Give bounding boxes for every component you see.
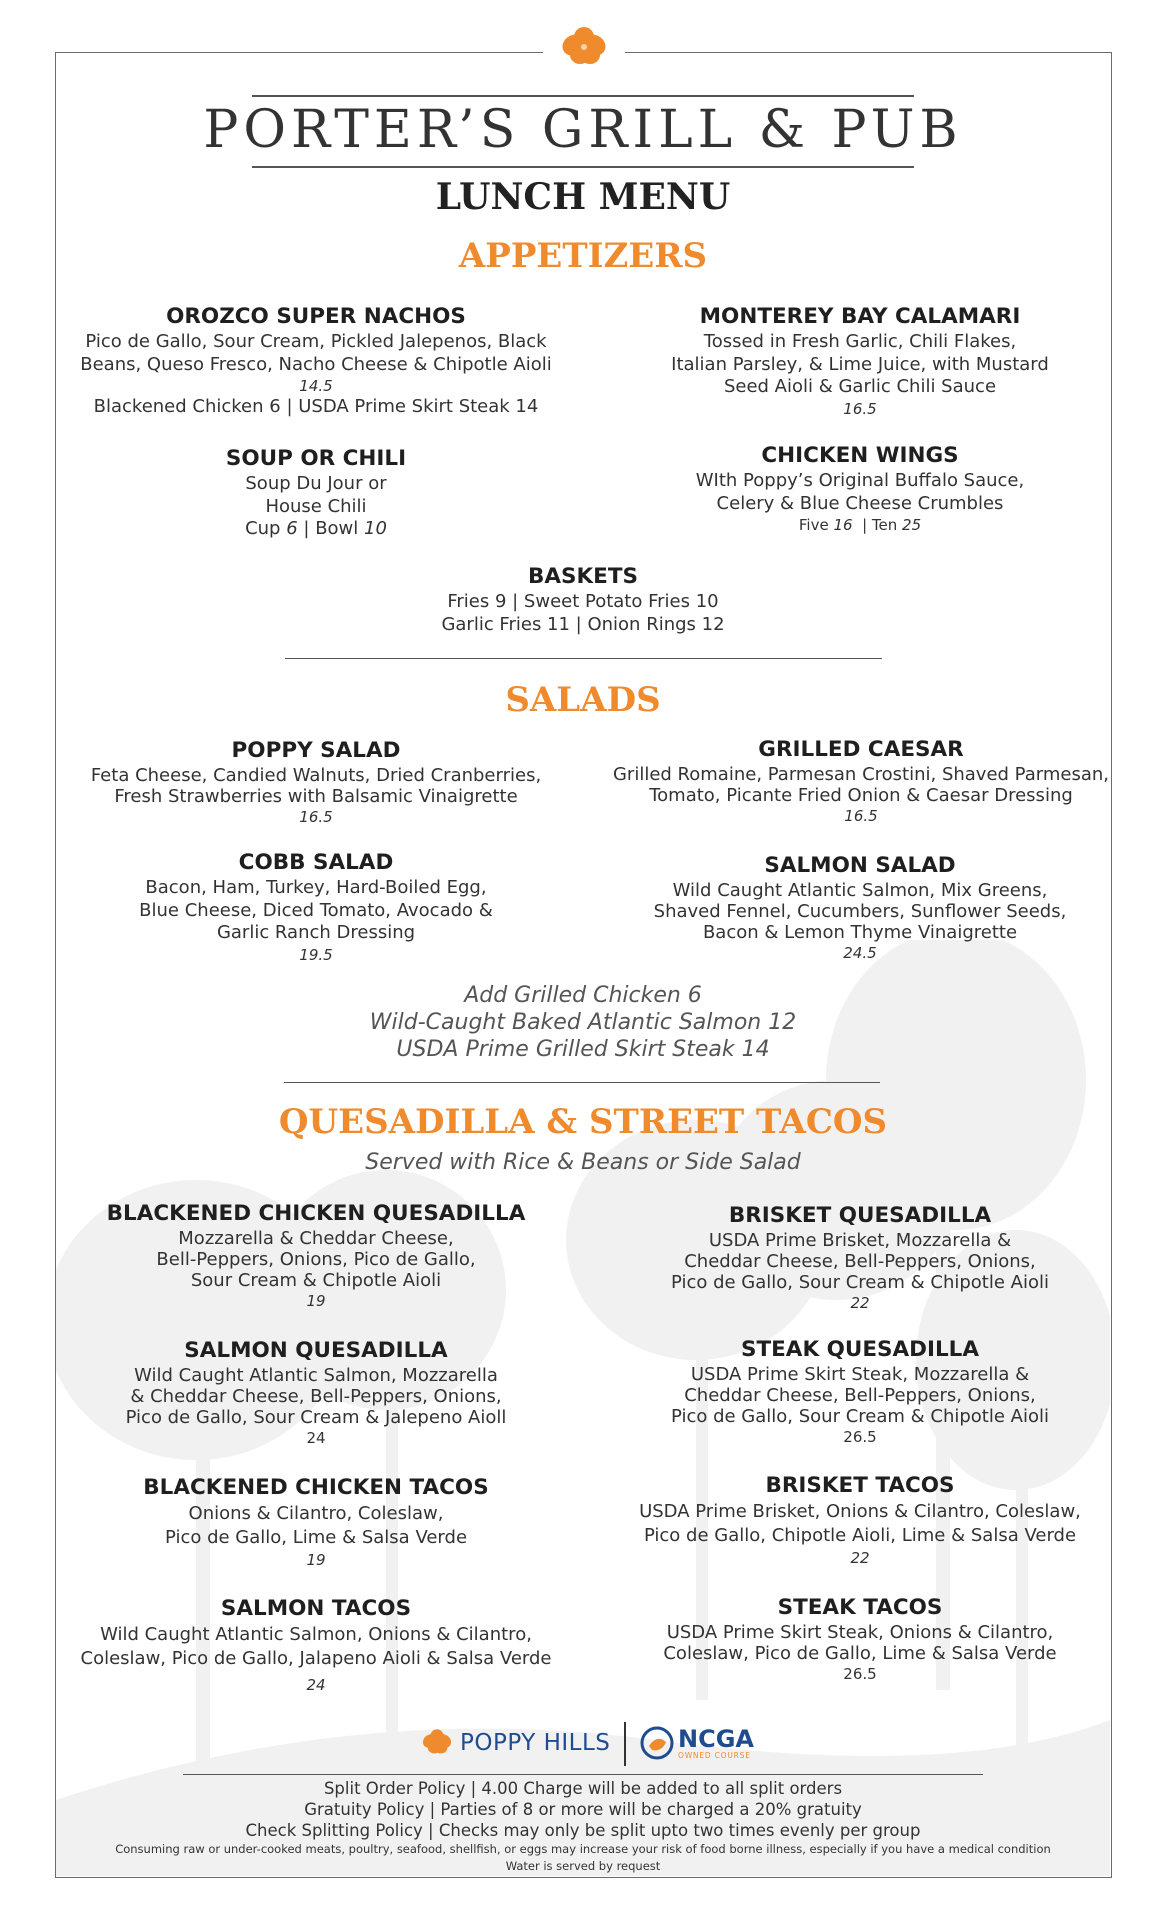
item-price-line: Five 16 | Ten 25 (798, 516, 922, 534)
policies-block (0, 1778, 1166, 1875)
item-desc: Coleslaw, Pico de Gallo, Lime & Salsa Verde (663, 1643, 1057, 1664)
logo-divider (624, 1722, 626, 1766)
item-desc: Soup Du Jour or (245, 473, 387, 494)
blackened-chicken-tacos-item (56, 1474, 576, 1570)
item-name: BLACKENED CHICKEN QUESADILLA (106, 1201, 526, 1226)
item-name: SALMON TACOS (220, 1596, 412, 1621)
wings-item (600, 442, 1120, 535)
check-splitting-policy: Check Splitting Policy | Checks may only be split upto two times evenly per group (245, 1821, 921, 1840)
item-desc: USDA Prime Skirt Steak, Mozzarella & (690, 1364, 1030, 1385)
split-order-policy: Split Order Policy | 4.00 Charge will be added to all split orders (323, 1779, 843, 1798)
cup-price: 6 (286, 518, 298, 539)
menu-title: LUNCH MENU (435, 176, 731, 218)
item-name: SOUP OR CHILI (225, 446, 407, 471)
item-desc: Garlic Fries 11 | Onion Rings 12 (441, 613, 725, 635)
item-price: 19 (306, 1551, 326, 1569)
item-price: 26.5 (843, 1428, 877, 1446)
item-name: CHICKEN WINGS (761, 443, 959, 468)
five-label: Five (798, 516, 829, 534)
item-price: 16.5 (299, 808, 333, 826)
item-name: BLACKENED CHICKEN TACOS (143, 1475, 489, 1500)
tacos-subtitle: Served with Rice & Beans or Side Salad (365, 1150, 801, 1175)
item-desc: Celery & Blue Cheese Crumbles (716, 492, 1004, 514)
food-safety-disclaimer: Consuming raw or under-cooked meats, poultry, seafood, shellfish, or eggs may increase your risk of food borne illness, especially if you have a medical condition (115, 1842, 1051, 1856)
item-desc: Pico de Gallo, Chipotle Aioli, Lime & Salsa Verde (643, 1525, 1077, 1546)
item-price: 14.5 (299, 377, 333, 395)
item-name: OROZCO SUPER NACHOS (166, 304, 466, 329)
poppy-hills-logo-text: POPPY HILLS (460, 1730, 611, 1756)
item-desc: Bacon, Ham, Turkey, Hard-Boiled Egg, (145, 877, 487, 898)
tacos-heading: QUESADILLA & STREET TACOS (278, 1102, 888, 1142)
ncga-logo-text: NCGA (678, 1724, 754, 1753)
blackened-chicken-quesadilla-item (56, 1200, 576, 1311)
addon-line: Wild-Caught Baked Atlantic Salmon 12 (369, 1010, 797, 1035)
item-name: POPPY SALAD (231, 738, 401, 763)
item-name: BASKETS (527, 564, 638, 589)
item-name: STEAK QUESADILLA (740, 1337, 980, 1362)
addon-line: USDA Prime Grilled Skirt Steak 14 (396, 1037, 770, 1062)
brisket-tacos-item (600, 1472, 1120, 1568)
item-desc: Wild Caught Atlantic Salmon, Onions & Cilantro, (100, 1624, 532, 1645)
item-price: 22 (850, 1294, 870, 1312)
soup-item (56, 445, 576, 541)
item-desc: Bacon & Lemon Thyme Vinaigrette (702, 922, 1018, 943)
calamari-item (600, 303, 1120, 419)
item-desc: Shaved Fennel, Cucumbers, Sunflower Seeds, (653, 901, 1067, 922)
item-desc: Wild Caught Atlantic Salmon, Mix Greens, (672, 880, 1048, 901)
item-price: 22 (850, 1549, 870, 1567)
item-desc: Bell-Peppers, Onions, Pico de Gallo, (156, 1249, 476, 1270)
item-name: SALMON SALAD (764, 853, 956, 878)
baskets-item (323, 563, 843, 636)
item-desc: & Cheddar Cheese, Bell-Peppers, Onions, (130, 1386, 502, 1407)
item-name: MONTEREY BAY CALAMARI (699, 304, 1021, 329)
item-desc: Tomato, Picante Fried Onion & Caesar Dressing (649, 785, 1073, 806)
five-price: 16 (833, 516, 853, 534)
item-desc: USDA Prime Skirt Steak, Onions & Cilantro, (666, 1622, 1054, 1643)
item-desc: Pico de Gallo, Sour Cream, Pickled Jalepenos, Black (85, 331, 547, 352)
cup-label: Cup (245, 518, 281, 539)
item-price: 19.5 (299, 945, 333, 964)
poppy-hills-logo (420, 1728, 610, 1758)
nachos-item (56, 303, 576, 418)
brisket-quesadilla-item (600, 1202, 1120, 1313)
item-addons: Blackened Chicken 6 | USDA Prime Skirt Steak 14 (93, 396, 539, 417)
salads-heading: SALADS (505, 680, 661, 720)
item-desc: Garlic Ranch Dressing (216, 922, 416, 943)
steak-quesadilla-item (600, 1336, 1120, 1447)
item-desc: Mozzarella & Cheddar Cheese, (178, 1228, 454, 1249)
item-desc: Cheddar Cheese, Bell-Peppers, Onions, (684, 1385, 1036, 1406)
title-bottom-rule (252, 166, 914, 168)
item-desc: Italian Parsley, & Lime Juice, with Mustard (671, 353, 1049, 375)
item-name: STEAK TACOS (777, 1595, 943, 1620)
restaurant-name: PORTER’S GRILL & PUB (203, 100, 963, 160)
item-desc: Cheddar Cheese, Bell-Peppers, Onions, (684, 1251, 1036, 1272)
ncga-logo (640, 1726, 754, 1760)
title-top-rule (252, 95, 914, 97)
salmon-tacos-item (56, 1595, 576, 1695)
item-desc: Sour Cream & Chipotle Aioli (190, 1270, 442, 1291)
item-desc: USDA Prime Brisket, Onions & Cilantro, Coleslaw, (639, 1501, 1081, 1522)
bowl-price: 10 (364, 518, 387, 539)
item-name: BRISKET TACOS (765, 1473, 955, 1498)
item-price: 24.5 (843, 944, 877, 962)
item-name: SALMON QUESADILLA (184, 1338, 448, 1363)
item-name: GRILLED CAESAR (758, 737, 964, 762)
item-price: 16.5 (844, 807, 878, 825)
item-name: BRISKET QUESADILLA (728, 1203, 992, 1228)
item-desc: Tossed in Fresh Garlic, Chili Flakes, (703, 331, 1017, 352)
item-desc: Fries 9 | Sweet Potato Fries 10 (447, 591, 719, 612)
salmon-quesadilla-item (56, 1337, 576, 1448)
footer-logos (0, 1720, 1166, 1770)
item-desc: Grilled Romaine, Parmesan Crostini, Shaved Parmesan, (612, 764, 1109, 785)
poppy-flower-icon (558, 25, 610, 71)
item-desc: Wild Caught Atlantic Salmon, Mozzarella (134, 1365, 498, 1386)
appetizers-heading: APPETIZERS (458, 236, 708, 276)
item-price: 24 (306, 1676, 326, 1694)
addon-line: Add Grilled Chicken 6 (464, 983, 702, 1008)
item-desc: Feta Cheese, Candied Walnuts, Dried Cranberries, (90, 765, 542, 786)
section-divider (284, 1082, 880, 1083)
salad-addons (0, 982, 1166, 1063)
item-desc: Pico de Gallo, Lime & Salsa Verde (164, 1527, 468, 1548)
item-desc: Fresh Strawberries with Balsamic Vinaigrette (114, 786, 518, 807)
ncga-logo-subtext: OWNED COURSE (678, 1750, 751, 1760)
steak-tacos-item (600, 1594, 1120, 1684)
caesar-salad-item (596, 736, 1126, 826)
item-desc: Pico de Gallo, Sour Cream & Jalepeno Aioll (125, 1407, 507, 1428)
item-desc: House Chili (265, 495, 367, 517)
poppy-flower-icon (420, 1728, 454, 1758)
item-price: 19 (306, 1292, 326, 1310)
poppy-salad-item (56, 737, 576, 827)
salmon-salad-item (600, 852, 1120, 963)
footer-divider (183, 1774, 983, 1775)
item-name: COBB SALAD (238, 850, 394, 875)
item-desc: Seed Aioli & Garlic Chili Sauce (723, 376, 997, 397)
section-divider (285, 658, 882, 659)
ncga-globe-icon (640, 1726, 674, 1760)
gratuity-policy: Gratuity Policy | Parties of 8 or more will be charged a 20% gratuity (304, 1800, 862, 1819)
item-price: 24 (306, 1429, 326, 1447)
ten-price: 25 (902, 516, 922, 534)
item-desc: Beans, Queso Fresco, Nacho Cheese & Chipotle Aioli (80, 353, 552, 375)
item-price: 26.5 (843, 1665, 877, 1683)
water-note: Water is served by request (505, 1859, 661, 1873)
cobb-salad-item (56, 849, 576, 965)
item-price: 16.5 (843, 399, 877, 418)
item-desc: USDA Prime Brisket, Mozzarella & (708, 1230, 1012, 1251)
item-desc: Blue Cheese, Diced Tomato, Avocado & (139, 899, 493, 921)
item-desc: Coleslaw, Pico de Gallo, Jalapeno Aioli & Salsa Verde (80, 1648, 552, 1669)
item-desc: WIth Poppy’s Original Buffalo Sauce, (695, 470, 1025, 491)
item-price-line: Cup 6 | Bowl 10 (245, 518, 387, 539)
item-desc: Onions & Cilantro, Coleslaw, (188, 1503, 444, 1524)
item-desc: Pico de Gallo, Sour Cream & Chipotle Aioli (670, 1406, 1049, 1427)
ten-label: Ten (871, 516, 898, 534)
item-desc: Pico de Gallo, Sour Cream & Chipotle Aioli (670, 1272, 1049, 1293)
bowl-label: Bowl (315, 518, 359, 539)
